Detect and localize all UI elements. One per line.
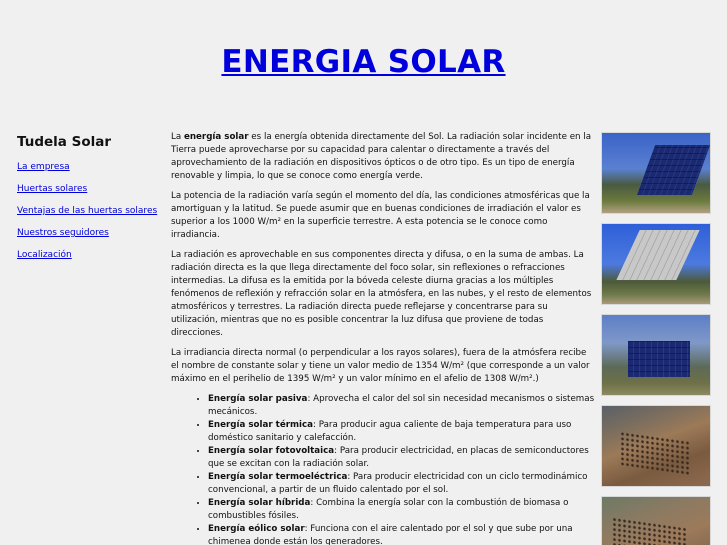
nav-link-ventajas[interactable]: Ventajas de las huertas solares xyxy=(17,206,158,216)
list-item xyxy=(208,471,596,497)
type-desc: : Para producir agua caliente de baja temperatura para uso doméstico sanitario y calefacción. xyxy=(208,420,572,443)
intro-bold: energía solar xyxy=(183,132,249,142)
nav-link-la-empresa[interactable]: La empresa xyxy=(17,162,70,172)
paragraph-irradiancia: La irradiancia directa normal (o perpendicular a los rayos solares), fuera de la atmósfera recibe el nombre de constante solar y tiene un valor medio de 1354 W/m² (que corresponde a un valor máximo en el perihelio de 1395 W/m² y un valor mínimo en el afelio de 1308 W/m².) xyxy=(171,348,590,384)
type-term: Energía solar pasiva xyxy=(208,394,308,404)
photo-aerial-solar-farm-2 xyxy=(601,496,711,545)
intro-post: es la energía obtenida directamente del Sol. La radiación solar incidente en la Tierra puede aprovecharse por su capacidad para calentar o directamente a través del aprovechamiento de la radiación en dispositivos ópticos o de otro tipo. Es un tipo de energía renovable y limpia, lo que se conoce como energía verde. xyxy=(171,132,592,181)
photo-gallery xyxy=(601,132,712,545)
paragraph-radiacion: La radiación es aprovechable en sus componentes directa y difusa, o en la suma de ambas. La radiación directa es la que llega directamente del foco solar, sin reflexiones o refracciones intermedias. La difusa es la emitida por la bóveda celeste diurna gracias a los múltiples fenómenos de reflexión y refracción solar en la atmósfera, en las nubes, y el resto de elementos atmosféricos y terrestres. La radiación directa puede reflejarse y concentrarse para su utilización, mientras que no es posible concentrar la luz difusa que proviene de todas direcciones. xyxy=(171,250,592,338)
sidebar xyxy=(17,134,167,268)
site-title-link[interactable]: ENERGIA SOLAR xyxy=(221,44,506,80)
type-term: Energía solar híbrida xyxy=(208,498,311,508)
list-item xyxy=(208,419,596,445)
type-term: Energía solar termoeléctrica xyxy=(208,472,348,482)
paragraph-potencia: La potencia de la radiación varía según el momento del día, las condiciones atmosféricas que la amortiguan y la latitud. Se puede asumir que en buenas condiciones de irradiación el valor es superior a los 1000 W/m² en la superficie terrestre. A esta potencia se le conoce como irradiancia. xyxy=(171,191,590,240)
type-desc: : Combina la energía solar con la combustión de biomasa o combustibles fósiles. xyxy=(208,498,569,521)
sidebar-item xyxy=(17,158,167,180)
nav-link-huertas-solares[interactable]: Huertas solares xyxy=(17,184,88,194)
sidebar-item xyxy=(17,202,167,224)
solar-types-list xyxy=(171,393,596,545)
type-term: Energía eólico solar xyxy=(208,524,305,534)
sidebar-item xyxy=(17,224,167,246)
type-desc: : Aprovecha el calor del sol sin necesidad mecanismos o sistemas mecánicos. xyxy=(208,394,595,417)
list-item xyxy=(208,523,596,545)
photo-aerial-solar-farm xyxy=(601,405,711,487)
type-desc: : Funciona con el aire calentado por el sol y que sube por una chimenea donde están los generadores. xyxy=(208,524,573,545)
intro-paragraph xyxy=(171,131,596,183)
type-term: Energía solar térmica xyxy=(208,420,314,430)
header xyxy=(0,44,727,80)
list-item xyxy=(208,497,596,523)
intro-pre: La xyxy=(171,132,184,142)
photo-solar-tracker-rear xyxy=(601,223,711,305)
type-term: Energía solar fotovoltaica xyxy=(208,446,335,456)
photo-solar-tracker xyxy=(601,132,711,214)
sidebar-title: Tudela Solar xyxy=(17,134,111,150)
nav-link-localizacion[interactable]: Localización xyxy=(17,250,72,260)
sidebar-item xyxy=(17,180,167,202)
main-content xyxy=(171,131,596,545)
sidebar-item xyxy=(17,246,167,268)
list-item xyxy=(208,445,596,471)
nav-link-seguidores[interactable]: Nuestros seguidores xyxy=(17,228,109,238)
list-item xyxy=(208,393,596,419)
type-desc: : Para producir electricidad, en placas de semiconductores que se excitan con la radiación solar. xyxy=(208,446,589,469)
sidebar-nav xyxy=(17,158,167,268)
type-desc: : Para producir electricidad con un ciclo termodinámico convencional, a partir de un fluido calentado por el sol. xyxy=(208,472,588,495)
photo-solar-panel-field xyxy=(601,314,711,396)
